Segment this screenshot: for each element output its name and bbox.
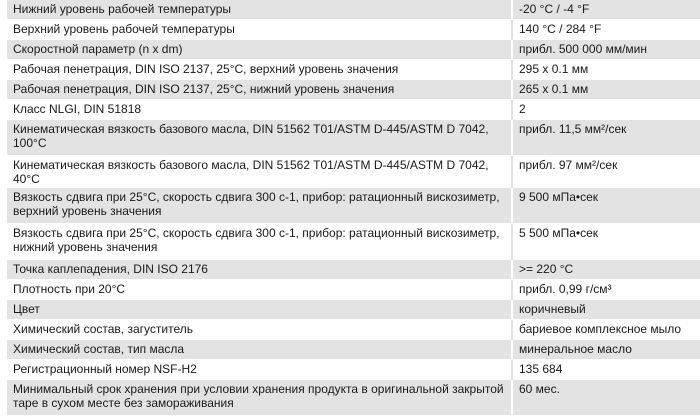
table-row xyxy=(7,340,700,360)
spec-value: 295 x 0.1 мм xyxy=(512,60,700,80)
spec-label: Точка каплепадения, DIN ISO 2176 xyxy=(7,260,512,280)
table-row xyxy=(7,360,700,380)
table-row xyxy=(7,120,700,156)
spec-value: бариевое комплексное мыло xyxy=(512,320,700,340)
table-row xyxy=(7,100,700,120)
table-row xyxy=(7,188,700,224)
spec-value: 60 мес. xyxy=(512,380,700,416)
spec-value: прибл. 97 мм²/сек xyxy=(512,156,700,188)
spec-label: Минимальный срок хранения при условии хранения продукта в оригинальной закрытой таре в сухом месте без замораживания xyxy=(7,380,512,416)
spec-value: 9 500 мПа•сек xyxy=(512,188,700,224)
spec-value: 135 684 xyxy=(512,360,700,380)
spec-label: Регистрационный номер NSF-H2 xyxy=(7,360,512,380)
table-row xyxy=(7,40,700,60)
product-spec-table xyxy=(7,0,700,416)
spec-label: Цвет xyxy=(7,300,512,320)
table-row xyxy=(7,20,700,40)
table-row xyxy=(7,260,700,280)
table-row xyxy=(7,224,700,260)
spec-label: Вязкость сдвига при 25°C, скорость сдвига 300 с-1, прибор: ратационный вискозиметр, нижний уровень значения xyxy=(7,224,512,260)
spec-value: 2 xyxy=(512,100,700,120)
spec-value: >= 220 °C xyxy=(512,260,700,280)
table-row xyxy=(7,280,700,300)
spec-label: Химический состав, загуститель xyxy=(7,320,512,340)
spec-label: Кинематическая вязкость базового масла, DIN 51562 T01/ASTM D-445/ASTM D 7042, 40°C xyxy=(7,156,512,188)
table-row xyxy=(7,300,700,320)
table-row xyxy=(7,60,700,80)
spec-label: Рабочая пенетрация, DIN ISO 2137, 25°C, верхний уровень значения xyxy=(7,60,512,80)
spec-label: Химический состав, тип масла xyxy=(7,340,512,360)
spec-value: 140 °C / 284 °F xyxy=(512,20,700,40)
spec-value: прибл. 500 000 мм/мин xyxy=(512,40,700,60)
spec-value: 265 x 0.1 мм xyxy=(512,80,700,100)
spec-value: прибл. 0,99 г/см³ xyxy=(512,280,700,300)
spec-label: Кинематическая вязкость базового масла, DIN 51562 T01/ASTM D-445/ASTM D 7042, 100°C xyxy=(7,120,512,156)
spec-label: Скоростной параметр (n x dm) xyxy=(7,40,512,60)
spec-label: Нижний уровень рабочей температуры xyxy=(7,0,512,20)
spec-label: Класс NLGI, DIN 51818 xyxy=(7,100,512,120)
spec-value: 5 500 мПа•сек xyxy=(512,224,700,260)
table-row xyxy=(7,320,700,340)
spec-label: Рабочая пенетрация, DIN ISO 2137, 25°C, нижний уровень значения xyxy=(7,80,512,100)
table-row xyxy=(7,380,700,416)
spec-value: минеральное масло xyxy=(512,340,700,360)
table-row xyxy=(7,80,700,100)
spec-value: прибл. 11,5 мм²/сек xyxy=(512,120,700,156)
spec-label: Плотность при 20°C xyxy=(7,280,512,300)
spec-label: Вязкость сдвига при 25°C, скорость сдвига 300 с-1, прибор: ратационный вискозиметр, верхний уровень значения xyxy=(7,188,512,224)
spec-label: Верхний уровень рабочей температуры xyxy=(7,20,512,40)
table-row xyxy=(7,156,700,188)
spec-value: коричневый xyxy=(512,300,700,320)
table-row xyxy=(7,0,700,20)
spec-value: -20 °C / -4 °F xyxy=(512,0,700,20)
